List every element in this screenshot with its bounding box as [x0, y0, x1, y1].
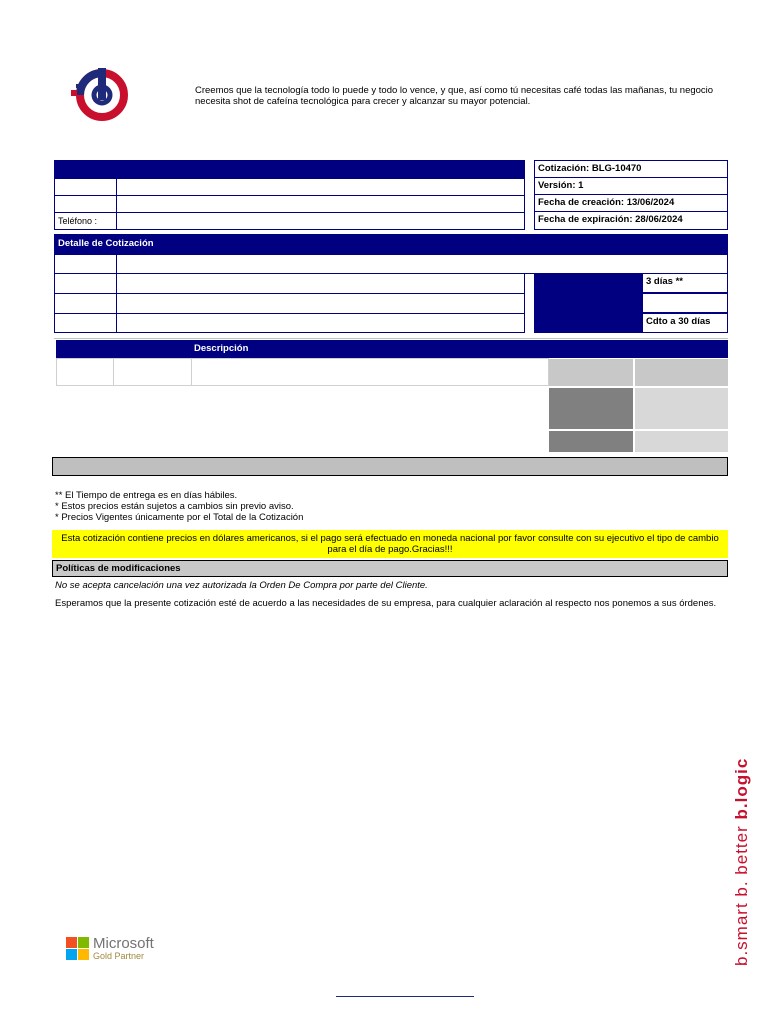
- client-label-2: [54, 195, 117, 213]
- subtotal-label-cell: [549, 388, 633, 429]
- total-value-cell: [635, 431, 728, 452]
- microsoft-partner-logo: [66, 937, 166, 963]
- phone-label: Teléfono :: [58, 216, 98, 226]
- policies-title: Políticas de modificaciones: [56, 563, 181, 574]
- blogic-logo: [68, 66, 142, 126]
- policies-text: No se acepta cancelación una vez autorizada la Orden De Compra por parte del Cliente.: [55, 580, 428, 591]
- detail-row-2-label: [54, 293, 117, 314]
- detail-row-2-value: [116, 293, 525, 314]
- detail-value-cell-2: [642, 293, 728, 313]
- item-col-divider-2: [191, 358, 192, 386]
- client-value-1: [116, 178, 525, 196]
- detail-row-1-label: [54, 273, 117, 294]
- quote-version: Versión: 1: [534, 177, 728, 195]
- detail-row-0-label: [54, 254, 117, 274]
- client-phone-value: [116, 212, 525, 230]
- detail-row-3-label: [54, 313, 117, 333]
- client-label-1: [54, 178, 117, 196]
- item-col-divider-1: [113, 358, 114, 386]
- slogan-brand: b.logic: [732, 757, 751, 820]
- microsoft-icon: [66, 937, 90, 961]
- detail-title: Detalle de Cotización: [58, 238, 154, 249]
- detail-header-bar: [54, 234, 728, 254]
- delivery-value: 3 días **: [642, 273, 728, 293]
- note-prices-change: * Estos precios están sujetos a cambios sin previo aviso.: [55, 501, 294, 512]
- item-total-cell: [635, 359, 728, 386]
- quote-created: Fecha de creación: 13/06/2024: [534, 194, 728, 212]
- footer-link-line[interactable]: [336, 996, 474, 997]
- client-header-bar: [54, 160, 525, 178]
- partner-name: Microsoft: [93, 935, 154, 952]
- delivery-label-cell: [534, 273, 642, 293]
- payment-label-cell: [534, 313, 642, 333]
- item-row-border: [56, 358, 549, 386]
- quote-id: Cotización: BLG-10470: [534, 160, 728, 178]
- detail-label-cell-2: [534, 293, 642, 313]
- grand-total-bar: [52, 457, 728, 476]
- items-top-line: [54, 338, 728, 339]
- total-label-cell: [549, 431, 633, 452]
- note-delivery: ** El Tiempo de entrega es en días hábiles.: [55, 490, 238, 501]
- subtotal-value-cell: [635, 388, 728, 429]
- client-value-2: [116, 195, 525, 213]
- currency-banner-text: Esta cotización contiene precios en dólares americanos, si el pago será efectuado en moneda nacional por favor consulte con su ejecutivo el tipo de cambio para el día de pago.Gracias!!!: [61, 533, 719, 555]
- client-phone-label: [54, 212, 117, 230]
- payment-value: Cdto a 30 días: [642, 313, 728, 333]
- note-prices-valid: * Precios Vigentes únicamente por el Total de la Cotización: [55, 512, 304, 523]
- quote-expires: Fecha de expiración: 28/06/2024: [534, 211, 728, 230]
- partner-level: Gold Partner: [93, 951, 145, 961]
- detail-row-1-value: [116, 273, 525, 294]
- currency-banner: [52, 530, 728, 558]
- slogan-text: b.smart b. better: [732, 819, 751, 966]
- item-price-cell: [549, 359, 633, 386]
- closing-text: Esperamos que la presente cotización esté de acuerdo a las necesidades de su empresa, para cualquier aclaración al respecto nos ponemos a sus órdenes.: [55, 598, 717, 609]
- notes-list: [55, 490, 303, 523]
- company-tagline: Creemos que la tecnología todo lo puede y todo lo vence, y que, así como tú necesitas café todas las mañanas, tu negocio necesita shot de cafeína tecnológica para crecer y alcanzar su mayor potencial.: [195, 85, 714, 107]
- items-header-bar: [56, 340, 728, 358]
- vertical-slogan: [732, 716, 756, 966]
- policies-header: [52, 560, 728, 577]
- detail-row-0-value: [116, 254, 728, 274]
- description-header: Descripción: [194, 343, 249, 354]
- detail-row-3-value: [116, 313, 525, 333]
